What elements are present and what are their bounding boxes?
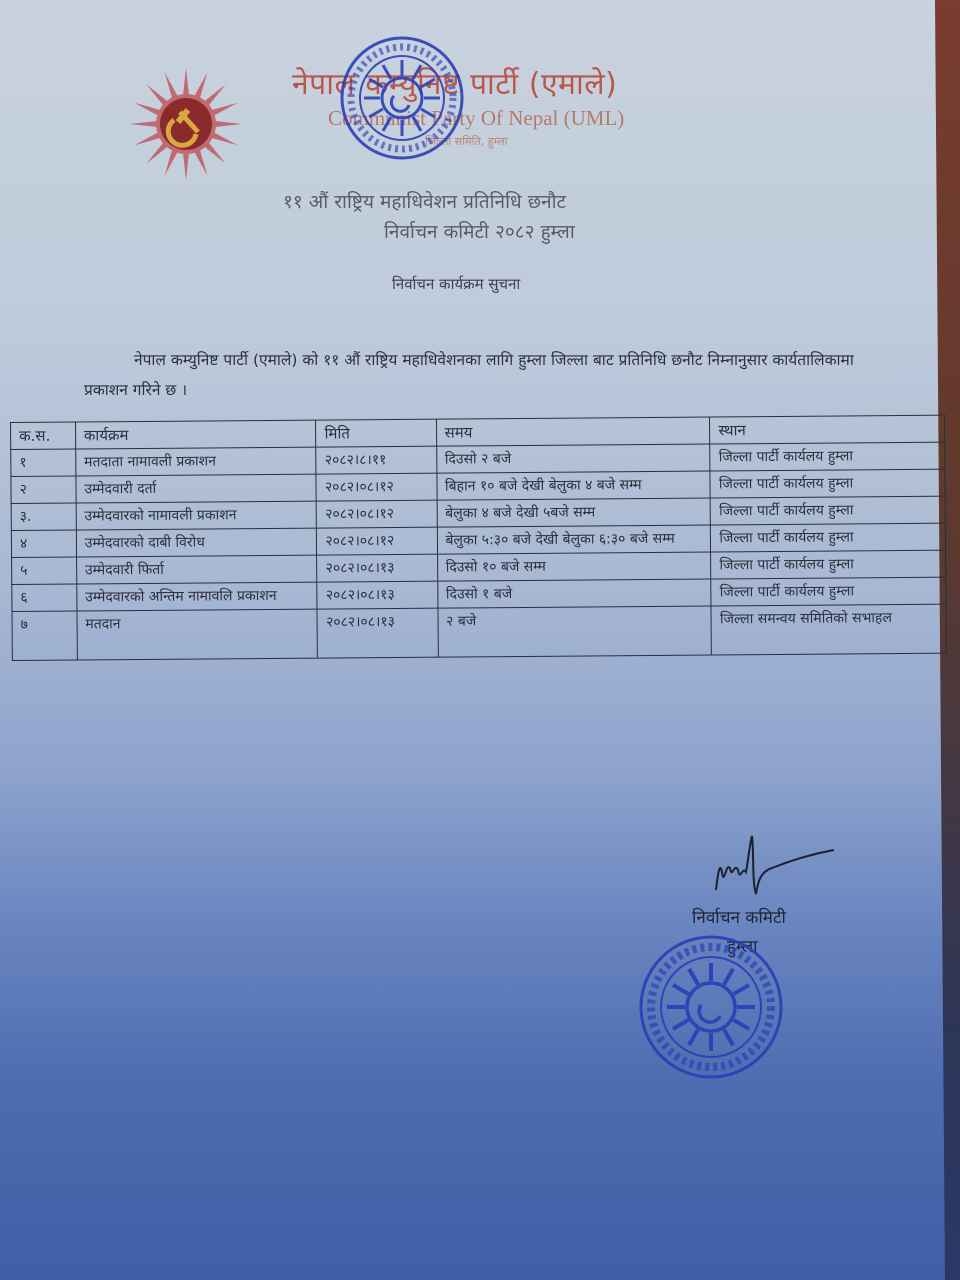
cell-serial: ३. xyxy=(11,503,76,531)
cell-time: दिउसो १ बजे xyxy=(437,579,711,608)
cell-date: २०८२।०८।१३ xyxy=(317,554,437,582)
intro-paragraph: नेपाल कम्युनिष्ट पार्टी (एमाले) को ११ औं राष्ट्रिय महाधिवेशनका लागि हुम्ला जिल्ला बाट प्रतिनिधि छनौट निम्नानुसार कार्यतालिकामा प्रकाशन गरिने छ । xyxy=(84,351,854,399)
cell-serial: ७ xyxy=(12,611,77,661)
heading-line-1: ११ औं राष्ट्रिय महाधिवेशन प्रतिनिधि छनौट xyxy=(283,191,567,213)
header-serial: क.स. xyxy=(11,422,76,450)
cell-place: जिल्ला पार्टी कार्यलय हुम्ला xyxy=(710,469,945,498)
cell-program: मतदाता नामावली प्रकाशन xyxy=(75,447,316,476)
party-sub-line: जिल्ला समिति, हुम्ला xyxy=(425,135,508,148)
header-date: मिति xyxy=(316,419,436,447)
cell-date: २०८२।०८।१३ xyxy=(317,608,437,658)
signatory-committee: निर्वाचन कमिटी xyxy=(692,908,786,928)
cell-time: बेलुका ५:३० बजे देखी बेलुका ६:३० बजे सम्म xyxy=(437,525,711,554)
cell-date: २०८२।०८।१२ xyxy=(317,527,437,555)
heading-line-2: निर्वाचन कमिटी २०८२ हुम्ला xyxy=(384,221,575,243)
cell-place: जिल्ला पार्टी कार्यलय हुम्ला xyxy=(711,550,946,579)
cell-time: दिउसो २ बजे xyxy=(436,444,710,473)
cell-place: जिल्ला पार्टी कार्यलय हुम्ला xyxy=(711,523,946,552)
signatory-place: हुम्ला xyxy=(727,937,758,957)
cell-serial: ६ xyxy=(12,584,77,612)
cell-place: जिल्ला पार्टी कार्यलय हुम्ला xyxy=(710,496,945,525)
cell-place: जिल्ला पार्टी कार्यलय हुम्ला xyxy=(710,442,945,471)
cell-serial: २ xyxy=(11,476,76,504)
cell-date: २०८२।८।११ xyxy=(316,446,436,474)
header-program: कार्यक्रम xyxy=(75,420,316,449)
cell-time: २ बजे xyxy=(437,606,711,657)
cell-program: मतदान xyxy=(77,609,318,660)
cell-date: २०८२।०८।१२ xyxy=(317,500,437,528)
cell-program: उम्मेदवारको नामावली प्रकाशन xyxy=(76,501,317,530)
cell-serial: ५ xyxy=(12,557,77,585)
cell-place: जिल्ला समन्वय समितिको सभाहल xyxy=(711,604,946,655)
party-name-nepali: नेपाल कम्युनिष्ट पार्टी (एमाले) xyxy=(292,67,618,102)
table-row xyxy=(12,604,946,660)
cell-program: उम्मेदवारको अन्तिम नामावलि प्रकाशन xyxy=(77,582,318,611)
cell-serial: १ xyxy=(11,449,76,477)
party-name-english: Communist Party Of Nepal (UML) xyxy=(328,106,625,130)
election-schedule-table xyxy=(10,415,947,661)
cell-place: जिल्ला पार्टी कार्यलय हुम्ला xyxy=(711,577,946,606)
cell-date: २०८२।०८।१३ xyxy=(317,581,437,609)
cell-program: उम्मेदवारी दर्ता xyxy=(76,474,317,503)
cell-time: बेलुका ४ बजे देखी ५बजे सम्म xyxy=(437,498,711,527)
header-time: समय xyxy=(436,417,710,446)
cell-program: उम्मेदवारको दाबी विरोध xyxy=(76,528,317,557)
handwritten-signature-icon xyxy=(712,832,842,902)
cell-serial: ४ xyxy=(11,530,76,558)
header-place: स्थान xyxy=(710,415,945,444)
official-stamp-icon xyxy=(636,932,786,1082)
cell-time: बिहान १० बजे देखी बेलुका ४ बजे सम्म xyxy=(436,471,710,500)
official-stamp-icon xyxy=(338,34,466,162)
cell-date: २०८२।०८।१२ xyxy=(316,473,436,501)
cell-program: उम्मेदवारी फिर्ता xyxy=(76,555,317,584)
notice-title: निर्वाचन कार्यक्रम सुचना xyxy=(392,275,521,293)
cell-time: दिउसो १० बजे सम्म xyxy=(437,552,711,581)
hammer-sickle-star-emblem-icon xyxy=(130,68,242,180)
